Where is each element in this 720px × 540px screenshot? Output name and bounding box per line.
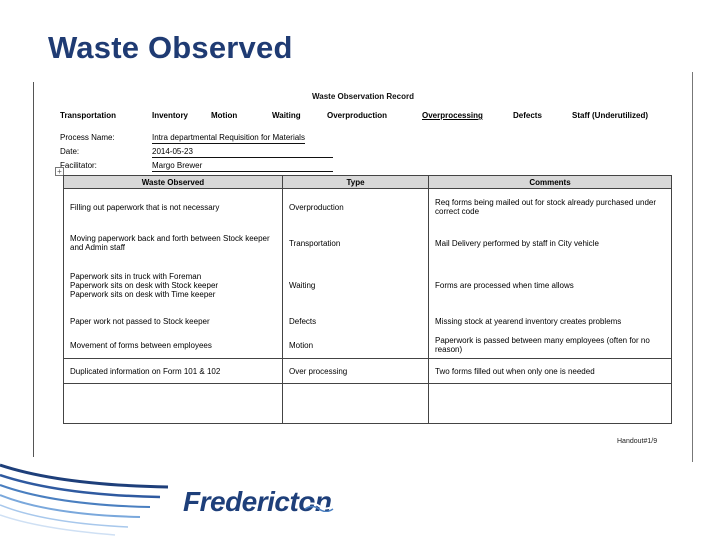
table-cell-comment: Paperwork is passed between many employees (often for no reason) [429,333,672,359]
table-cell-type: Waiting [283,261,429,311]
table-cell-waste: Paperwork sits in truck with Foreman Paperwork sits on desk with Stock keeper Paperwork sits on desk with Time keeper [64,261,283,311]
process-name-label: Process Name: [60,133,115,142]
table-cell-comment: Mail Delivery performed by staff in City vehicle [429,226,672,261]
category-motion: Motion [211,111,238,120]
header-comments: Comments [429,176,672,189]
date-label: Date: [60,147,80,156]
table-cell-waste: Filling out paperwork that is not necessary [64,189,283,226]
facilitator-label: Facilitator: [60,161,97,170]
fredericton-logo: Fredericton [183,486,332,517]
waste-categories [33,111,693,123]
facilitator-value: Margo Brewer [152,161,333,172]
table-cell-comment: Req forms being mailed out for stock already purchased under correct code [429,189,672,226]
category-staff: Staff (Underutilized) [572,111,648,120]
category-defects: Defects [513,111,542,120]
table-cell-type: Over processing [283,359,429,384]
table-cell-comment: Missing stock at yearend inventory creates problems [429,311,672,333]
table-cell-waste: Movement of forms between employees [64,333,283,359]
header-type: Type [283,176,429,189]
table-cell-type [283,384,429,424]
slide-title: Waste Observed [48,30,293,65]
swoosh-graphic [0,455,180,540]
move-handle-icon: + [55,167,64,176]
category-waiting: Waiting [272,111,301,120]
waste-observation-form [33,72,693,462]
category-inventory: Inventory [152,111,189,120]
table-cell-type: Motion [283,333,429,359]
logo-wave-icon [304,500,334,512]
table-cell-waste: Duplicated information on Form 101 & 102 [64,359,283,384]
table-cell-comment: Forms are processed when time allows [429,261,672,311]
table-cell-type: Transportation [283,226,429,261]
process-name-value: Intra departmental Requisition for Materials [152,133,305,142]
form-title: Waste Observation Record [312,92,414,101]
form-right-border [692,72,693,462]
handout-number: Handout#1/9 [617,438,658,445]
table-cell-type: Overproduction [283,189,429,226]
table-cell-waste [64,384,283,424]
table-cell-type: Defects [283,311,429,333]
header-waste-observed: Waste Observed [64,176,283,189]
table-cell-comment [429,384,672,424]
category-overproduction: Overproduction [327,111,388,120]
table-cell-waste: Moving paperwork back and forth between Stock keeper and Admin staff [64,226,283,261]
waste-table [63,175,672,424]
table-cell-comment: Two forms filled out when only one is needed [429,359,672,384]
form-left-border [33,82,34,457]
date-value: 2014-05-23 [152,147,333,158]
category-transportation: Transportation [60,111,117,120]
category-overprocessing: Overprocessing [422,111,483,120]
table-cell-waste: Paper work not passed to Stock keeper [64,311,283,333]
